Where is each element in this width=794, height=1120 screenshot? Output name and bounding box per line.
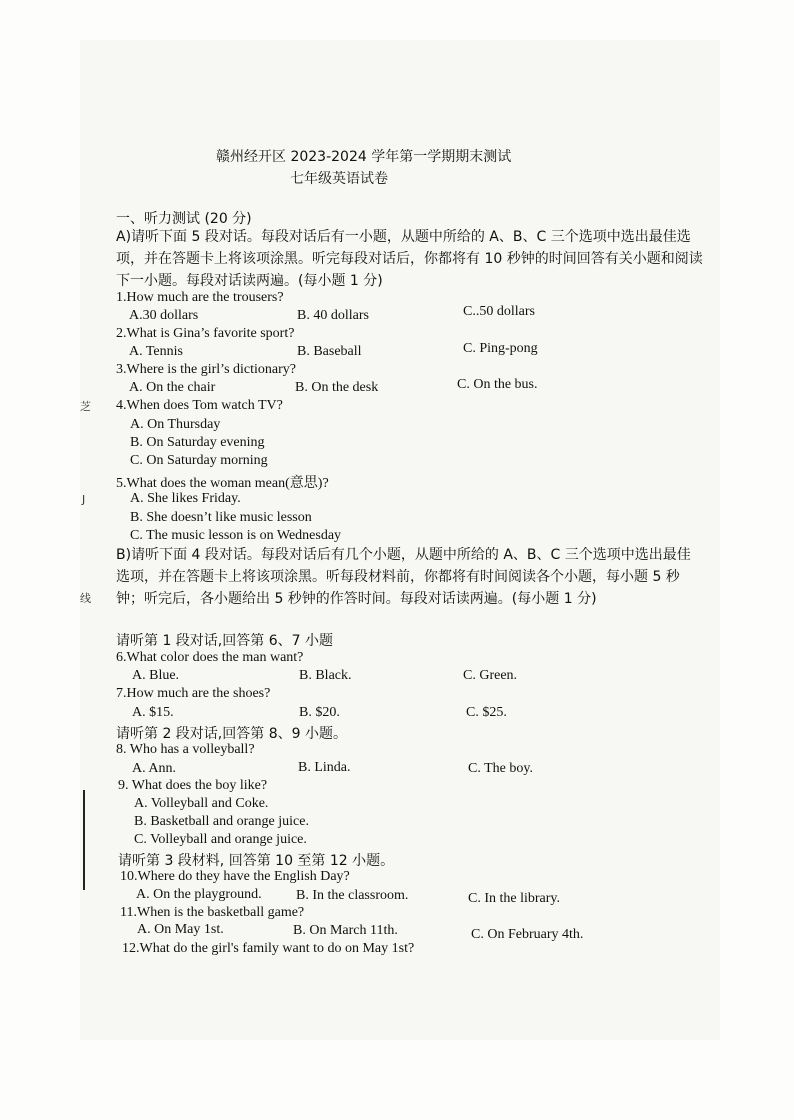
q7-option-a: A. $15. — [132, 705, 174, 720]
q2-option-b: B. Baseball — [297, 344, 362, 359]
q2-option-a: A. Tennis — [129, 344, 183, 359]
binding-line — [83, 790, 85, 890]
q3-option-b: B. On the desk — [295, 380, 379, 395]
part-a-instructions: A)请听下面 5 段对话。每段对话后有一小题，从题中所给的 A、B、C 三个选项中选出最佳选项，并在答题卡上将该项涂黑。听完每段对话后，你都将有 10 秒钟的时间回答有关小题和阅读下一小题。每段对话读两遍。(每小题 1 分) — [116, 229, 703, 289]
question-1: 1.How much are the trousers? — [116, 290, 284, 305]
q7-option-b: B. $20. — [299, 705, 340, 720]
part-b-instructions: B)请听下面 4 段对话。每段对话后有几个小题，从题中所给的 A、B、C 三个选项中选出最佳选项，并在答题卡上将该项涂黑。听每段材料前，你都将有时间阅读各个小题，每小题 5 秒钟；听完后，各小题给出 5 秒钟的作答时间。每段对话读两遍。(每小题 1 分) — [116, 547, 691, 607]
question-9: 9. What does the boy like? — [118, 778, 268, 793]
dialog-1-note: 请听第 1 段对话,回答第 6、7 小题 — [116, 633, 333, 649]
q8-option-b: B. Linda. — [298, 760, 351, 775]
q5-option-a: A. She likes Friday. — [130, 491, 241, 506]
q6-option-a: A. Blue. — [132, 668, 180, 683]
q8-option-a: A. Ann. — [132, 761, 176, 776]
q11-option-b: B. On March 11th. — [293, 923, 398, 938]
q9-option-a: A. Volleyball and Coke. — [134, 796, 269, 811]
q4-option-b: B. On Saturday evening — [130, 435, 265, 450]
q11-option-c: C. On February 4th. — [471, 927, 584, 942]
question-5: 5.What does the woman mean(意思)? — [116, 476, 329, 491]
question-12: 12.What do the girl's family want to do on May 1st? — [122, 941, 415, 956]
q6-option-c: C. Green. — [463, 668, 518, 683]
q10-option-c: C. In the library. — [468, 891, 561, 906]
q1-option-b: B. 40 dollars — [297, 308, 369, 323]
exam-subtitle: 七年级英语试卷 — [290, 171, 388, 187]
question-2: 2.What is Gina’s favorite sport? — [116, 326, 295, 341]
question-3: 3.Where is the girl’s dictionary? — [116, 362, 296, 377]
q7-option-c: C. $25. — [466, 705, 507, 720]
margin-mark-1: 芝 — [80, 400, 91, 413]
exam-title: 赣州经开区 2023-2024 学年第一学期期末测试 — [216, 149, 512, 165]
q4-option-c: C. On Saturday morning — [130, 453, 268, 468]
section-heading: 一、听力测试 (20 分) — [116, 211, 252, 227]
q1-option-a: A.30 dollars — [129, 308, 199, 323]
dialog-2-note: 请听第 2 段对话,回答第 8、9 小题。 — [116, 726, 347, 742]
q6-option-b: B. Black. — [299, 668, 352, 683]
q10-option-a: A. On the playground. — [136, 887, 262, 902]
question-6: 6.What color does the man want? — [116, 650, 304, 665]
q4-option-a: A. On Thursday — [130, 417, 221, 432]
q3-option-c: C. On the bus. — [457, 377, 538, 392]
q5-option-b: B. She doesn’t like music lesson — [130, 510, 312, 525]
question-11: 11.When is the basketball game? — [120, 905, 305, 920]
q9-option-c: C. Volleyball and orange juice. — [134, 832, 307, 847]
q3-option-a: A. On the chair — [129, 380, 216, 395]
margin-mark-2: J — [82, 493, 86, 506]
question-7: 7.How much are the shoes? — [116, 686, 271, 701]
q5-option-c: C. The music lesson is on Wednesday — [130, 528, 342, 543]
q2-option-c: C. Ping-pong — [463, 341, 538, 356]
question-4: 4.When does Tom watch TV? — [116, 398, 283, 413]
q10-option-b: B. In the classroom. — [296, 888, 409, 903]
question-10: 10.Where do they have the English Day? — [120, 869, 350, 884]
margin-mark-3: 线 — [80, 592, 91, 605]
dialog-3-note: 请听第 3 段材料, 回答第 10 至第 12 小题。 — [118, 853, 395, 869]
q9-option-b: B. Basketball and orange juice. — [134, 814, 309, 829]
q8-option-c: C. The boy. — [468, 761, 533, 776]
q11-option-a: A. On May 1st. — [137, 922, 224, 937]
question-8: 8. Who has a volleyball? — [116, 742, 255, 757]
q1-option-c: C..50 dollars — [463, 304, 535, 319]
